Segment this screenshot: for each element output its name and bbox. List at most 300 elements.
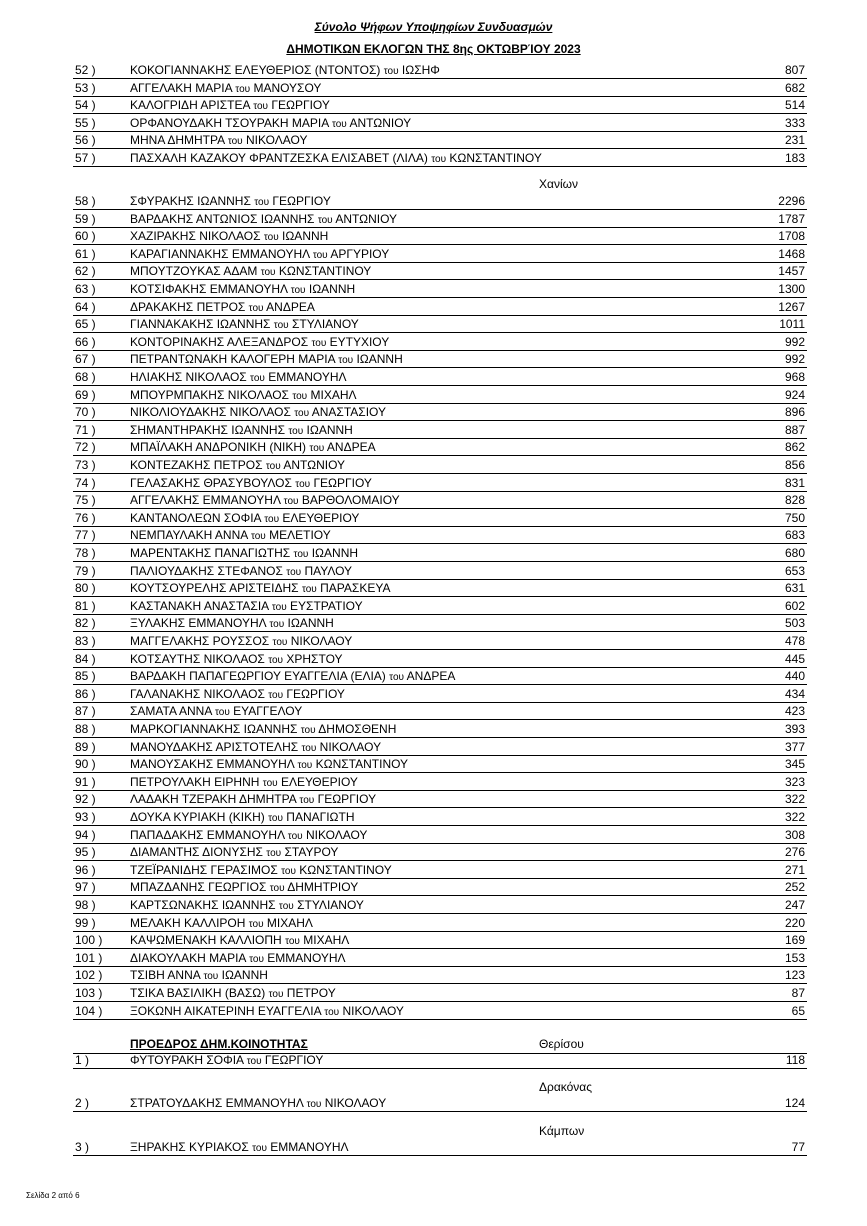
candidate-father-name: ΚΩΝΣΤΑΝΤΙΝΟΥ	[295, 862, 392, 877]
candidate-row	[73, 563, 807, 580]
candidate-surname-given: ΜΕΛΑΚΗ ΚΑΛΛΙΡΟΗ	[130, 915, 249, 930]
candidate-surname-given: ΛΑΔΑΚΗ ΤΖΕΡΑΚΗ ΔΗΜΗΤΡΑ	[130, 792, 300, 807]
candidate-name	[130, 510, 359, 528]
candidate-surname-given: ΔΙΑΜΑΝΤΗΣ ΔΙΟΝΥΣΗΣ	[130, 845, 267, 860]
candidate-row	[73, 721, 807, 738]
candidate-row	[73, 1139, 807, 1156]
candidate-father-name: ΔΗΜΟΣΘΕΝΗ	[315, 722, 397, 736]
candidate-name	[130, 527, 331, 545]
document-title: Σύνολο Ψήφων Υποψηφίων Συνδυασμών	[314, 20, 553, 34]
candidate-father-name: ΑΝΔΡΕΑ	[403, 669, 456, 684]
candidate-votes: 1300	[778, 282, 805, 296]
document-subtitle: ΔΗΜΟΤΙΚΩΝ ΕΚΛΟΓΩΝ ΤΗΣ 8ης ΟΚΤΩΒΡΊΟΥ 2023	[286, 42, 581, 56]
candidate-index: 87 )	[75, 704, 96, 719]
candidate-index: 95 )	[75, 845, 96, 860]
candidate-surname-given: ΣΗΜΑΝΤΗΡΑΚΗΣ ΙΩΑΝΝΗΣ	[130, 422, 289, 437]
candidate-votes: 231	[784, 133, 805, 148]
candidate-name	[130, 193, 331, 211]
candidate-father-name: ΚΩΝΣΤΑΝΤΙΝΟΥ	[275, 264, 372, 279]
candidate-surname-given: ΣΤΡΑΤΟΥΔΑΚΗΣ ΕΜΜΑΝΟΥΗΛ	[130, 1096, 307, 1110]
candidate-father-name: ΓΕΩΡΓΙΟΥ	[269, 194, 331, 208]
candidate-name	[130, 439, 376, 457]
candidate-name	[130, 263, 371, 281]
candidate-index: 81 )	[75, 598, 96, 613]
candidate-name	[130, 756, 408, 774]
candidate-row	[73, 827, 807, 844]
candidate-father-name: ΝΙΚΟΛΑΟΥ	[339, 1003, 404, 1018]
candidate-row	[73, 633, 807, 650]
candidate-row	[73, 1095, 807, 1112]
candidate-votes: 1457	[778, 264, 805, 279]
candidate-votes: 118	[785, 1053, 805, 1067]
candidate-surname-given: ΒΑΡΔΑΚΗΣ ΑΝΤΩΝΙΟΣ ΙΩΑΝΝΗΣ	[130, 211, 318, 226]
patronymic-prefix: του	[250, 373, 265, 384]
candidate-name	[130, 703, 302, 721]
candidate-index: 58 )	[75, 194, 96, 208]
patronymic-prefix: του	[248, 918, 264, 930]
patronymic-prefix: του	[273, 320, 289, 332]
candidate-votes: 831	[784, 475, 805, 490]
candidate-votes: 434	[784, 686, 805, 701]
patronymic-prefix: του	[300, 725, 316, 736]
candidate-name	[130, 915, 313, 933]
candidate-row	[73, 615, 807, 632]
candidate-name	[130, 615, 334, 633]
candidate-index: 67 )	[75, 352, 96, 367]
candidate-index: 56 )	[75, 133, 96, 148]
patronymic-prefix: του	[306, 1099, 322, 1110]
patronymic-prefix: του	[283, 496, 299, 508]
candidate-surname-given: ΟΡΦΑΝΟΥΔΑΚΗ ΤΣΟΥΡΑΚΗ ΜΑΡΙΑ	[130, 115, 332, 130]
candidate-surname-given: ΜΑΓΓΕΛΑΚΗΣ ΡΟΥΣΣΟΣ	[130, 634, 273, 648]
candidate-name	[130, 545, 358, 563]
candidate-index: 62 )	[75, 264, 96, 279]
candidate-index: 71 )	[75, 422, 96, 437]
patronymic-prefix: του	[246, 1056, 262, 1067]
candidate-father-name: ΠΑΡΑΣΚΕΥΑ	[316, 581, 391, 596]
candidate-index: 85 )	[75, 669, 96, 684]
candidate-name	[130, 985, 336, 1003]
patronymic-prefix: του	[389, 672, 404, 684]
patronymic-prefix: του	[431, 154, 447, 165]
community-header-label: ΠΡΟΕΔΡΟΣ ΔΗΜ.ΚΟΙΝΟΤΗΤΑΣ	[130, 1037, 308, 1051]
candidate-father-name: ΙΩΑΝΝΗ	[353, 352, 403, 367]
candidate-surname-given: ΤΖΕΪΡΑΝΙΔΗΣ ΓΕΡΑΣΙΜΟΣ	[130, 862, 282, 877]
candidate-votes: 322	[784, 792, 805, 807]
candidate-index: 65 )	[75, 317, 96, 332]
candidate-votes: 323	[784, 774, 805, 789]
candidate-votes: 220	[784, 915, 805, 930]
candidate-row	[73, 598, 807, 615]
candidate-name	[130, 316, 359, 334]
candidate-surname-given: ΚΑΛΟΓΡΙΔΗ ΑΡΙΣΤΕΑ	[130, 98, 254, 113]
candidate-votes: 514	[784, 98, 805, 113]
candidate-row	[73, 387, 807, 404]
candidate-votes: 252	[784, 880, 805, 895]
patronymic-prefix: του	[269, 883, 285, 895]
candidate-name	[130, 422, 353, 440]
candidate-surname-given: ΣΑΜΑΤΑ ΑΝΝΑ	[130, 704, 215, 719]
patronymic-prefix: του	[295, 478, 311, 490]
candidate-votes: 503	[784, 616, 805, 631]
candidate-father-name: ΣΤΥΛΙΑΝΟΥ	[288, 317, 359, 332]
candidate-row	[73, 492, 807, 509]
candidate-surname-given: ΜΠΟΥΤΖΟΥΚΑΣ ΑΔΑΜ	[130, 264, 261, 279]
candidate-row	[73, 422, 807, 439]
candidate-row	[73, 774, 807, 791]
patronymic-prefix: του	[338, 355, 354, 367]
candidate-name	[130, 1095, 386, 1113]
patronymic-prefix: του	[252, 1143, 267, 1154]
candidate-name	[130, 739, 381, 757]
patronymic-prefix: του	[269, 619, 285, 631]
candidate-name	[130, 334, 389, 352]
patronymic-prefix: του	[293, 549, 309, 560]
candidate-father-name: ΜΑΝΟΥΣΟΥ	[250, 80, 322, 95]
candidate-father-name: ΒΑΡΘΟΛΟΜΑΙΟΥ	[298, 493, 400, 508]
candidate-row	[73, 132, 807, 149]
patronymic-prefix: του	[286, 566, 302, 578]
candidate-index: 74 )	[75, 475, 96, 490]
candidate-surname-given: ΜΠΑΖΔΑΝΗΣ ΓΕΩΡΓΙΟΣ	[130, 880, 270, 895]
candidate-name	[130, 791, 376, 809]
candidate-votes: 440	[784, 669, 805, 684]
candidate-name	[130, 351, 403, 369]
candidate-row	[73, 150, 807, 167]
patronymic-prefix: του	[263, 232, 279, 244]
candidate-father-name: ΕΥΑΓΓΕΛΟΥ	[229, 704, 303, 719]
candidate-name	[130, 809, 355, 827]
candidate-index: 88 )	[75, 722, 96, 736]
candidate-father-name: ΝΙΚΟΛΑΟΥ	[242, 133, 308, 148]
candidate-father-name: ΜΙΧΑΗΛ	[307, 387, 357, 402]
candidate-row	[73, 897, 807, 914]
candidate-row	[73, 580, 807, 597]
candidate-index: 70 )	[75, 405, 96, 420]
patronymic-prefix: του	[294, 408, 310, 420]
candidate-surname-given: ΠΕΤΡΟΥΛΑΚΗ ΕΙΡΗΝΗ	[130, 774, 263, 789]
candidate-index: 63 )	[75, 282, 96, 296]
candidate-votes: 1708	[778, 229, 805, 244]
candidate-name	[130, 668, 455, 686]
patronymic-prefix: του	[383, 66, 399, 77]
candidate-father-name: ΙΩΑΝΝΗ	[303, 422, 353, 437]
candidate-votes: 2296	[778, 194, 805, 208]
candidate-votes: 333	[784, 115, 805, 130]
candidate-votes: 123	[784, 968, 805, 983]
candidate-name	[130, 967, 268, 985]
candidate-votes: 887	[784, 422, 805, 437]
candidate-votes: 393	[784, 722, 805, 736]
candidate-name	[130, 132, 307, 150]
candidate-surname-given: ΒΑΡΔΑΚΗ ΠΑΠΑΓΕΩΡΓΙΟΥ ΕΥΑΓΓΕΛΙΑ (ΕΛΙΑ)	[130, 669, 390, 684]
candidate-votes: 1787	[778, 211, 805, 226]
candidate-votes: 423	[784, 704, 805, 719]
candidate-surname-given: ΤΣΙΚΑ ΒΑΣΙΛΙΚΗ (ΒΑΣΩ)	[130, 986, 269, 1000]
candidate-votes: 750	[784, 510, 805, 525]
candidate-surname-given: ΞΟΚΩΝΗ ΑΙΚΑΤΕΡΙΝΗ ΕΥΑΓΓΕΛΙΑ	[130, 1003, 325, 1018]
section-chania: Χανίων	[539, 177, 578, 191]
candidate-father-name: ΓΕΩΡΓΙΟΥ	[283, 686, 345, 701]
candidate-row	[73, 369, 807, 386]
candidate-name	[130, 211, 397, 229]
candidate-surname-given: ΚΟΤΣΑΥΤΗΣ ΝΙΚΟΛΑΟΣ	[130, 651, 269, 666]
candidate-father-name: ΕΥΤΥΧΙΟΥ	[326, 334, 390, 349]
candidate-father-name: ΙΩΣΗΦ	[398, 63, 440, 77]
patronymic-prefix: του	[271, 601, 287, 613]
candidate-row	[73, 1003, 807, 1020]
candidate-father-name: ΣΤΥΛΙΑΝΟΥ	[293, 898, 364, 912]
candidate-votes: 377	[784, 739, 805, 754]
patronymic-prefix: του	[287, 830, 303, 842]
candidate-votes: 924	[784, 387, 805, 402]
candidate-surname-given: ΜΑΝΟΥΣΑΚΗΣ ΕΜΜΑΝΟΥΗΛ	[130, 757, 298, 772]
candidate-father-name: ΑΝΔΡΕΑ	[324, 440, 376, 455]
candidate-row	[73, 80, 807, 97]
candidate-votes: 322	[784, 810, 805, 824]
candidate-index: 79 )	[75, 563, 96, 578]
candidate-votes: 602	[784, 598, 805, 613]
patronymic-prefix: του	[215, 707, 230, 719]
candidate-votes: 153	[784, 950, 805, 965]
candidate-name	[130, 686, 345, 704]
candidate-index: 2 )	[75, 1096, 90, 1110]
candidate-row	[73, 527, 807, 544]
candidate-father-name: ΝΙΚΟΛΑΟΥ	[302, 827, 368, 842]
candidate-name	[130, 844, 338, 862]
candidate-row	[73, 862, 807, 879]
candidate-index: 97 )	[75, 880, 96, 895]
patronymic-prefix: του	[266, 848, 282, 860]
candidate-name	[130, 1003, 404, 1021]
candidate-votes: 1267	[778, 299, 805, 314]
candidate-father-name: ΙΩΑΝΝΗ	[278, 229, 329, 244]
candidate-row	[73, 439, 807, 456]
candidate-father-name: ΙΩΑΝΝΗ	[218, 968, 268, 983]
page-number: Σελίδα 2 από 6	[26, 1191, 80, 1200]
patronymic-prefix: του	[281, 865, 296, 877]
candidate-votes: 992	[784, 334, 805, 349]
candidate-index: 72 )	[75, 440, 96, 455]
candidate-index: 60 )	[75, 229, 96, 244]
candidate-votes: 631	[784, 581, 805, 596]
candidate-father-name: ΑΝΤΩΝΙΟΥ	[346, 115, 412, 130]
patronymic-prefix: του	[309, 443, 325, 455]
candidate-votes: 680	[784, 546, 805, 560]
candidate-votes: 247	[784, 898, 805, 912]
candidate-name	[130, 387, 357, 405]
candidate-row	[73, 844, 807, 861]
candidate-name	[130, 879, 358, 897]
candidate-father-name: ΝΙΚΟΛΑΟΥ	[321, 1096, 387, 1110]
candidate-father-name: ΜΙΧΑΗΛ	[299, 933, 350, 948]
candidate-father-name: ΑΝΤΩΝΙΟΥ	[332, 211, 398, 226]
candidate-index: 89 )	[75, 739, 96, 754]
candidate-surname-given: ΜΑΝΟΥΔΑΚΗΣ ΑΡΙΣΤΟΤΕΛΗΣ	[130, 739, 302, 754]
candidate-surname-given: ΤΣΙΒΗ ΑΝΝΑ	[130, 968, 204, 983]
candidate-row	[73, 703, 807, 720]
candidate-surname-given: ΠΑΛΙΟΥΔΑΚΗΣ ΣΤΕΦΑΝΟΣ	[130, 563, 287, 578]
candidate-index: 92 )	[75, 792, 96, 807]
candidate-surname-given: ΔΟΥΚΑ ΚΥΡΙΑΚΗ (ΚΙΚΗ)	[130, 810, 269, 824]
patronymic-prefix: του	[265, 461, 281, 472]
candidate-father-name: ΓΕΩΡΓΙΟΥ	[314, 792, 377, 807]
candidate-index: 93 )	[75, 810, 96, 824]
candidate-father-name: ΕΥΣΤΡΑΤΙΟΥ	[286, 598, 363, 613]
candidate-index: 90 )	[75, 757, 96, 772]
candidate-name	[130, 897, 364, 915]
candidate-father-name: ΙΩΑΝΝΗ	[308, 546, 359, 560]
candidate-votes: 828	[784, 493, 805, 508]
patronymic-prefix: του	[324, 1006, 340, 1018]
patronymic-prefix: του	[227, 136, 243, 148]
candidate-row	[73, 756, 807, 773]
candidate-name	[130, 932, 349, 950]
candidate-votes: 992	[784, 352, 805, 367]
candidate-row	[73, 915, 807, 932]
candidate-row	[73, 950, 807, 967]
candidate-votes: 77	[791, 1140, 805, 1154]
patronymic-prefix: του	[249, 953, 264, 965]
candidate-votes: 682	[784, 80, 805, 95]
candidate-name	[130, 1052, 323, 1070]
candidate-votes: 862	[784, 440, 805, 455]
candidate-name	[130, 299, 315, 317]
candidate-father-name: ΝΙΚΟΛΑΟΥ	[316, 739, 382, 754]
candidate-index: 84 )	[75, 651, 96, 666]
candidate-index: 66 )	[75, 334, 96, 349]
candidate-row	[73, 651, 807, 668]
candidate-row	[73, 545, 807, 562]
candidate-father-name: ΠΑΥΛΟΥ	[301, 563, 353, 578]
patronymic-prefix: του	[299, 795, 315, 807]
candidate-surname-given: ΞΥΛΑΚΗΣ ΕΜΜΑΝΟΥΗΛ	[130, 616, 270, 631]
candidate-name	[130, 862, 392, 880]
candidate-votes: 445	[784, 651, 805, 666]
patronymic-prefix: του	[254, 197, 270, 208]
candidate-index: 80 )	[75, 581, 96, 596]
candidate-surname-given: ΚΑΣΤΑΝΑΚΗ ΑΝΑΣΤΑΣΙΑ	[130, 598, 272, 613]
candidate-name	[130, 281, 355, 299]
candidate-index: 78 )	[75, 546, 96, 560]
candidate-surname-given: ΜΠΑΪΛΑΚΗ ΑΝΔΡΟΝΙΚΗ (ΝΙΚΗ)	[130, 440, 310, 455]
patronymic-prefix: του	[272, 637, 288, 648]
patronymic-prefix: του	[301, 742, 317, 754]
candidate-index: 104 )	[75, 1003, 103, 1018]
candidate-father-name: ΜΙΧΑΗΛ	[263, 915, 313, 930]
candidate-row	[73, 299, 807, 316]
patronymic-prefix: του	[250, 531, 266, 543]
community-location: Θερίσου	[539, 1037, 584, 1051]
candidate-index: 103 )	[75, 986, 103, 1000]
candidate-row	[73, 351, 807, 368]
candidate-index: 100 )	[75, 933, 103, 948]
candidate-row	[73, 263, 807, 280]
candidate-votes: 807	[784, 63, 805, 77]
candidate-father-name: ΕΜΜΑΝΟΥΗΛ	[264, 370, 347, 384]
candidate-index: 55 )	[75, 115, 96, 130]
candidate-surname-given: ΜΑΡΕΝΤΑΚΗΣ ΠΑΝΑΓΙΩΤΗΣ	[130, 546, 294, 560]
candidate-surname-given: ΓΑΛΑΝΑΚΗΣ ΝΙΚΟΛΑΟΣ	[130, 686, 269, 701]
candidate-index: 1 )	[75, 1053, 90, 1067]
patronymic-prefix: του	[262, 777, 278, 789]
candidate-votes: 124	[784, 1096, 805, 1110]
candidate-row	[73, 791, 807, 808]
candidate-name	[130, 651, 343, 669]
candidate-row	[73, 739, 807, 756]
candidate-name	[130, 369, 347, 387]
candidate-father-name: ΑΝΑΣΤΑΣΙΟΥ	[309, 405, 386, 420]
candidate-surname-given: ΚΑΨΩΜΕΝΑΚΗ ΚΑΛΛΙΟΠΗ	[130, 933, 286, 948]
candidate-index: 52 )	[75, 63, 96, 77]
patronymic-prefix: του	[248, 302, 264, 314]
candidate-row	[73, 62, 807, 79]
candidate-votes: 683	[784, 528, 805, 543]
patronymic-prefix: του	[331, 118, 347, 130]
candidate-father-name: ΔΗΜΗΤΡΙΟΥ	[284, 880, 359, 895]
candidate-votes: 968	[784, 370, 805, 384]
candidate-index: 76 )	[75, 510, 96, 525]
candidate-surname-given: ΝΙΚΟΛΙΟΥΔΑΚΗΣ ΝΙΚΟΛΑΟΣ	[130, 405, 295, 420]
candidate-index: 54 )	[75, 98, 96, 113]
candidate-surname-given: ΓΕΛΑΣΑΚΗΣ ΘΡΑΣΥΒΟΥΛΟΣ	[130, 475, 296, 490]
candidate-surname-given: ΓΙΑΝΝΑΚΑΚΗΣ ΙΩΑΝΝΗΣ	[130, 317, 274, 332]
candidate-surname-given: ΚΟΝΤΟΡΙΝΑΚΗΣ ΑΛΕΞΑΝΔΡΟΣ	[130, 334, 312, 349]
patronymic-prefix: του	[268, 689, 284, 701]
candidate-father-name: ΝΙΚΟΛΑΟΥ	[287, 634, 353, 648]
candidate-votes: 1011	[779, 317, 805, 332]
candidate-surname-given: ΣΦΥΡΑΚΗΣ ΙΩΑΝΝΗΣ	[130, 194, 255, 208]
candidate-surname-given: ΗΛΙΑΚΗΣ ΝΙΚΟΛΑΟΣ	[130, 370, 251, 384]
candidate-name	[130, 246, 389, 264]
candidate-index: 53 )	[75, 80, 96, 95]
candidate-index: 73 )	[75, 458, 96, 472]
candidate-index: 61 )	[75, 246, 96, 261]
candidate-surname-given: ΝΕΜΠΑΥΛΑΚΗ ΑΝΝΑ	[130, 528, 251, 543]
candidate-father-name: ΠΕΤΡΟΥ	[283, 986, 336, 1000]
candidate-row	[73, 932, 807, 949]
candidate-surname-given: ΚΑΡΤΣΩΝΑΚΗΣ ΙΩΑΝΝΗΣ	[130, 898, 279, 912]
candidate-row	[73, 211, 807, 228]
patronymic-prefix: του	[264, 513, 280, 525]
candidate-row	[73, 97, 807, 114]
candidate-father-name: ΑΡΓΥΡΙΟΥ	[327, 246, 390, 261]
candidate-name	[130, 62, 440, 80]
candidate-row	[73, 879, 807, 896]
candidate-votes: 308	[784, 827, 805, 842]
patronymic-prefix: του	[292, 390, 308, 402]
candidate-index: 96 )	[75, 862, 96, 877]
patronymic-prefix: του	[235, 83, 251, 95]
candidate-row	[73, 985, 807, 1002]
candidate-votes: 271	[784, 862, 805, 877]
candidate-index: 102 )	[75, 968, 103, 983]
candidate-surname-given: ΚΑΡΑΓΙΑΝΝΑΚΗΣ ΕΜΜΑΝΟΥΗΛ	[130, 246, 313, 261]
candidate-index: 86 )	[75, 686, 96, 701]
candidate-surname-given: ΦΥΤΟΥΡΑΚΗ ΣΟΦΙΑ	[130, 1053, 247, 1067]
candidate-index: 57 )	[75, 151, 96, 165]
candidate-father-name: ΚΩΝΣΤΑΝΤΙΝΟΥ	[312, 757, 409, 772]
patronymic-prefix: του	[290, 285, 306, 296]
candidate-votes: 276	[784, 845, 805, 860]
candidate-name	[130, 150, 542, 168]
candidate-name	[130, 457, 345, 475]
patronymic-prefix: του	[311, 337, 327, 349]
candidate-father-name: ΙΩΑΝΝΗ	[305, 282, 356, 296]
candidate-father-name: ΑΝΔΡΕΑ	[263, 299, 315, 314]
candidate-votes: 65	[791, 1003, 805, 1018]
candidate-votes: 345	[784, 757, 805, 772]
